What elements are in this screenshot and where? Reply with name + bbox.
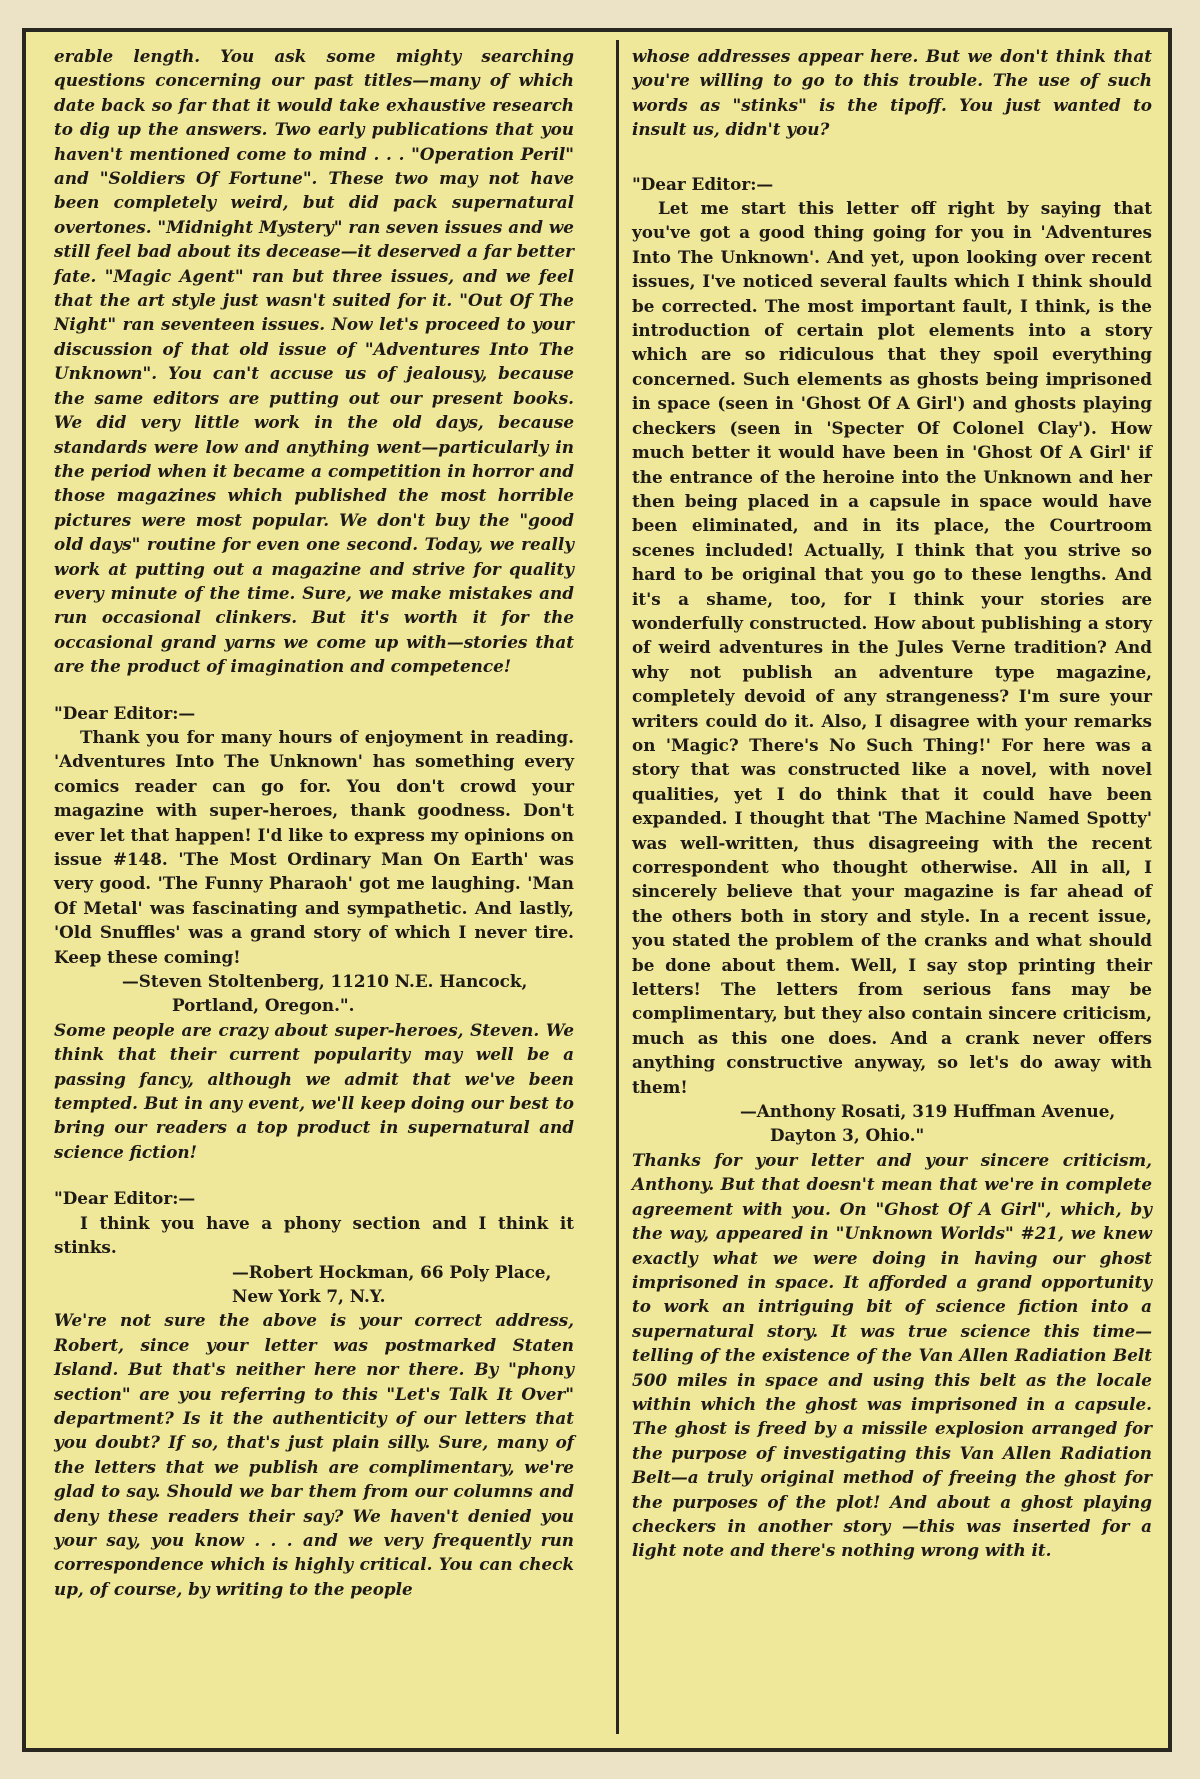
right-column [632, 44, 1152, 1563]
reader-letter-body: Let me start this letter off right by saying that you've got a good thing going for you in 'Adventures Into The Unknown'. And yet, upon looking over recent issues, I've noticed several faults which I think should be corrected. The most important fault, I think, is the introduction of certain plot elements into a story which are so ridiculous that they spoil everything concerned. Such elements as ghosts being imprisoned in space (seen in 'Ghost Of A Girl') and ghosts playing checkers (seen in 'Specter Of Colonel Clay'). How much better it would have been in 'Ghost Of A Girl' if the entrance of the heroine into the Unknown and her then being placed in a capsule in space would have been eliminated, and in its place, the Courtroom scenes included! Actually, I think that you strive so hard to be original that you go to these lengths. And it's a shame, too, for I think your stories are wonderfully constructed. How about publishing a story of weird adventures in the Jules Verne tradition? And why not publish an adventure type magazine, completely devoid of any strangeness? I'm sure your writers could do it. Also, I disagree with your remarks on 'Magic? There's No Such Thing!' For here was a story that was constructed like a novel, with novel qualities, yet I do think that it could have been expanded. I thought that 'The Machine Named Spotty' was well-written, thus disagreeing with the recent correspondent who thought otherwise. All in all, I sincerely believe that your magazine is far ahead of the others both in story and style. In a recent issue, you stated the problem of the cranks and what should be done about them. Well, I say stop printing their letters! The letters from serious fans may be complimentary, but they also contain sincere criticism, much as this one does. And a crank never offers anything constructive anyway, so let's do away with them! [632, 198, 1152, 1097]
signature-line-name: —Robert Hockman, 66 Poly Place, [232, 1261, 552, 1282]
editor-reply-paragraph: erable length. You ask some mighty searching questions concerning our past titles—many of which date back so far that it would take exhaustive research to dig up the answers. Two early publications that you haven't mentioned come to mind . . . "Operation Peril" and "Soldiers Of Fortune". These two may not have been completely weird, but did pack supernatural overtones. "Midnight Mystery" ran seven issues and we still feel bad about its decease—it deserved a far better fate. "Magic Agent" ran but three issues, and we feel that the art style just wasn't suited for it. "Out Of The Night" ran seventeen issues. Now let's proceed to your discussion of that old issue of "Adventures Into The Unknown". You can't accuse us of jealousy, because the same editors are putting out our present books. We did very little work in the old days, because standards were low and anything went—particularly in the period when it became a competition in horror and those magazines which published the most horrible pictures were most popular. We don't buy the "good old days" routine for even one second. Today, we really work at putting out a magazine and strive for quality every minute of the time. Sure, we make mistakes and run occasional clinkers. But it's worth it for the occasional grand yarns we come up with—stories that are the product of imagination and competence! [54, 46, 574, 677]
signature-line-name: —Steven Stoltenberg, 11210 N.E. Hancock, [122, 971, 528, 992]
signature-line-city: New York 7, N.Y. [232, 1285, 386, 1306]
letter-signature [632, 1099, 1152, 1148]
letters-page [22, 28, 1172, 1752]
signature-line-city: Portland, Oregon.". [172, 995, 355, 1016]
editor-reply-paragraph: Thanks for your letter and your sincere criticism, Anthony. But that doesn't mean that we're in complete agreement with you. On "Ghost Of A Girl", which, by the way, appeared in "Unknown Worlds" #21, we knew exactly what we were doing in having our ghost imprisoned in space. It afforded a grand opportunity to work an intriguing bit of science fiction into a supernatural story. It was true science this time—telling of the existence of the Van Allen Radiation Belt 500 miles in space and using this belt as the locale within which the ghost was imprisoned in a capsule. The ghost is freed by a missile explosion arranged for the purpose of investigating this Van Allen Radiation Belt—a truly original method of freeing the ghost for the purposes of the plot! And about a ghost playing checkers in another story —this was inserted for a light note and there's nothing wrong with it. [632, 1149, 1152, 1561]
column-divider [616, 40, 619, 1734]
signature-line-city: Dayton 3, Ohio." [770, 1125, 925, 1146]
signature-line-name: —Anthony Rosati, 319 Huffman Avenue, [740, 1101, 1116, 1122]
editor-reply-paragraph: whose addresses appear here. But we don't think that you're willing to go to this trouble. The use of such words as "stinks" is the tipoff. You just wanted to insult us, didn't you? [632, 46, 1152, 140]
reader-letter-body: Thank you for many hours of enjoyment in reading. 'Adventures Into The Unknown' has something every comics reader can go for. You don't crowd your magazine with super-heroes, thank goodness. Don't ever let that happen! I'd like to express my opinions on issue #148. 'The Most Ordinary Man On Earth' was very good. 'The Funny Pharaoh' got me laughing. 'Man Of Metal' was fascinating and sympathetic. And lastly, 'Old Snuffles' was a grand story of which I never tire. Keep these coming! [54, 726, 574, 967]
letter-greeting: "Dear Editor:— [632, 173, 774, 194]
letter-signature [54, 1260, 574, 1309]
editor-reply-paragraph: Some people are crazy about super-heroes, Steven. We think that their current popularity may well be a passing fancy, although we admit that we've been tempted. But in any event, we'll keep doing our best to bring our readers a top product in supernatural and science fiction! [54, 1019, 574, 1162]
editor-reply-paragraph: We're not sure the above is your correct address, Robert, since your letter was postmarked Staten Island. But that's neither here nor there. By "phony section" are you referring to this "Let's Talk It Over" department? Is it the authenticity of our letters that you doubt? If so, that's just plain silly. Sure, many of the letters that we publish are complimentary, we're glad to say. Should we bar them from our columns and deny these readers their say? We haven't denied you your say, you know . . . and we very frequently run correspondence which is highly critical. You can check up, of course, by writing to the people [54, 1310, 574, 1599]
reader-letter-body: I think you have a phony section and I think it stinks. [54, 1212, 574, 1258]
left-column [54, 44, 574, 1601]
letter-greeting: "Dear Editor:— [54, 702, 196, 723]
letter-signature [54, 969, 574, 1018]
letter-greeting: "Dear Editor:— [54, 1188, 196, 1209]
